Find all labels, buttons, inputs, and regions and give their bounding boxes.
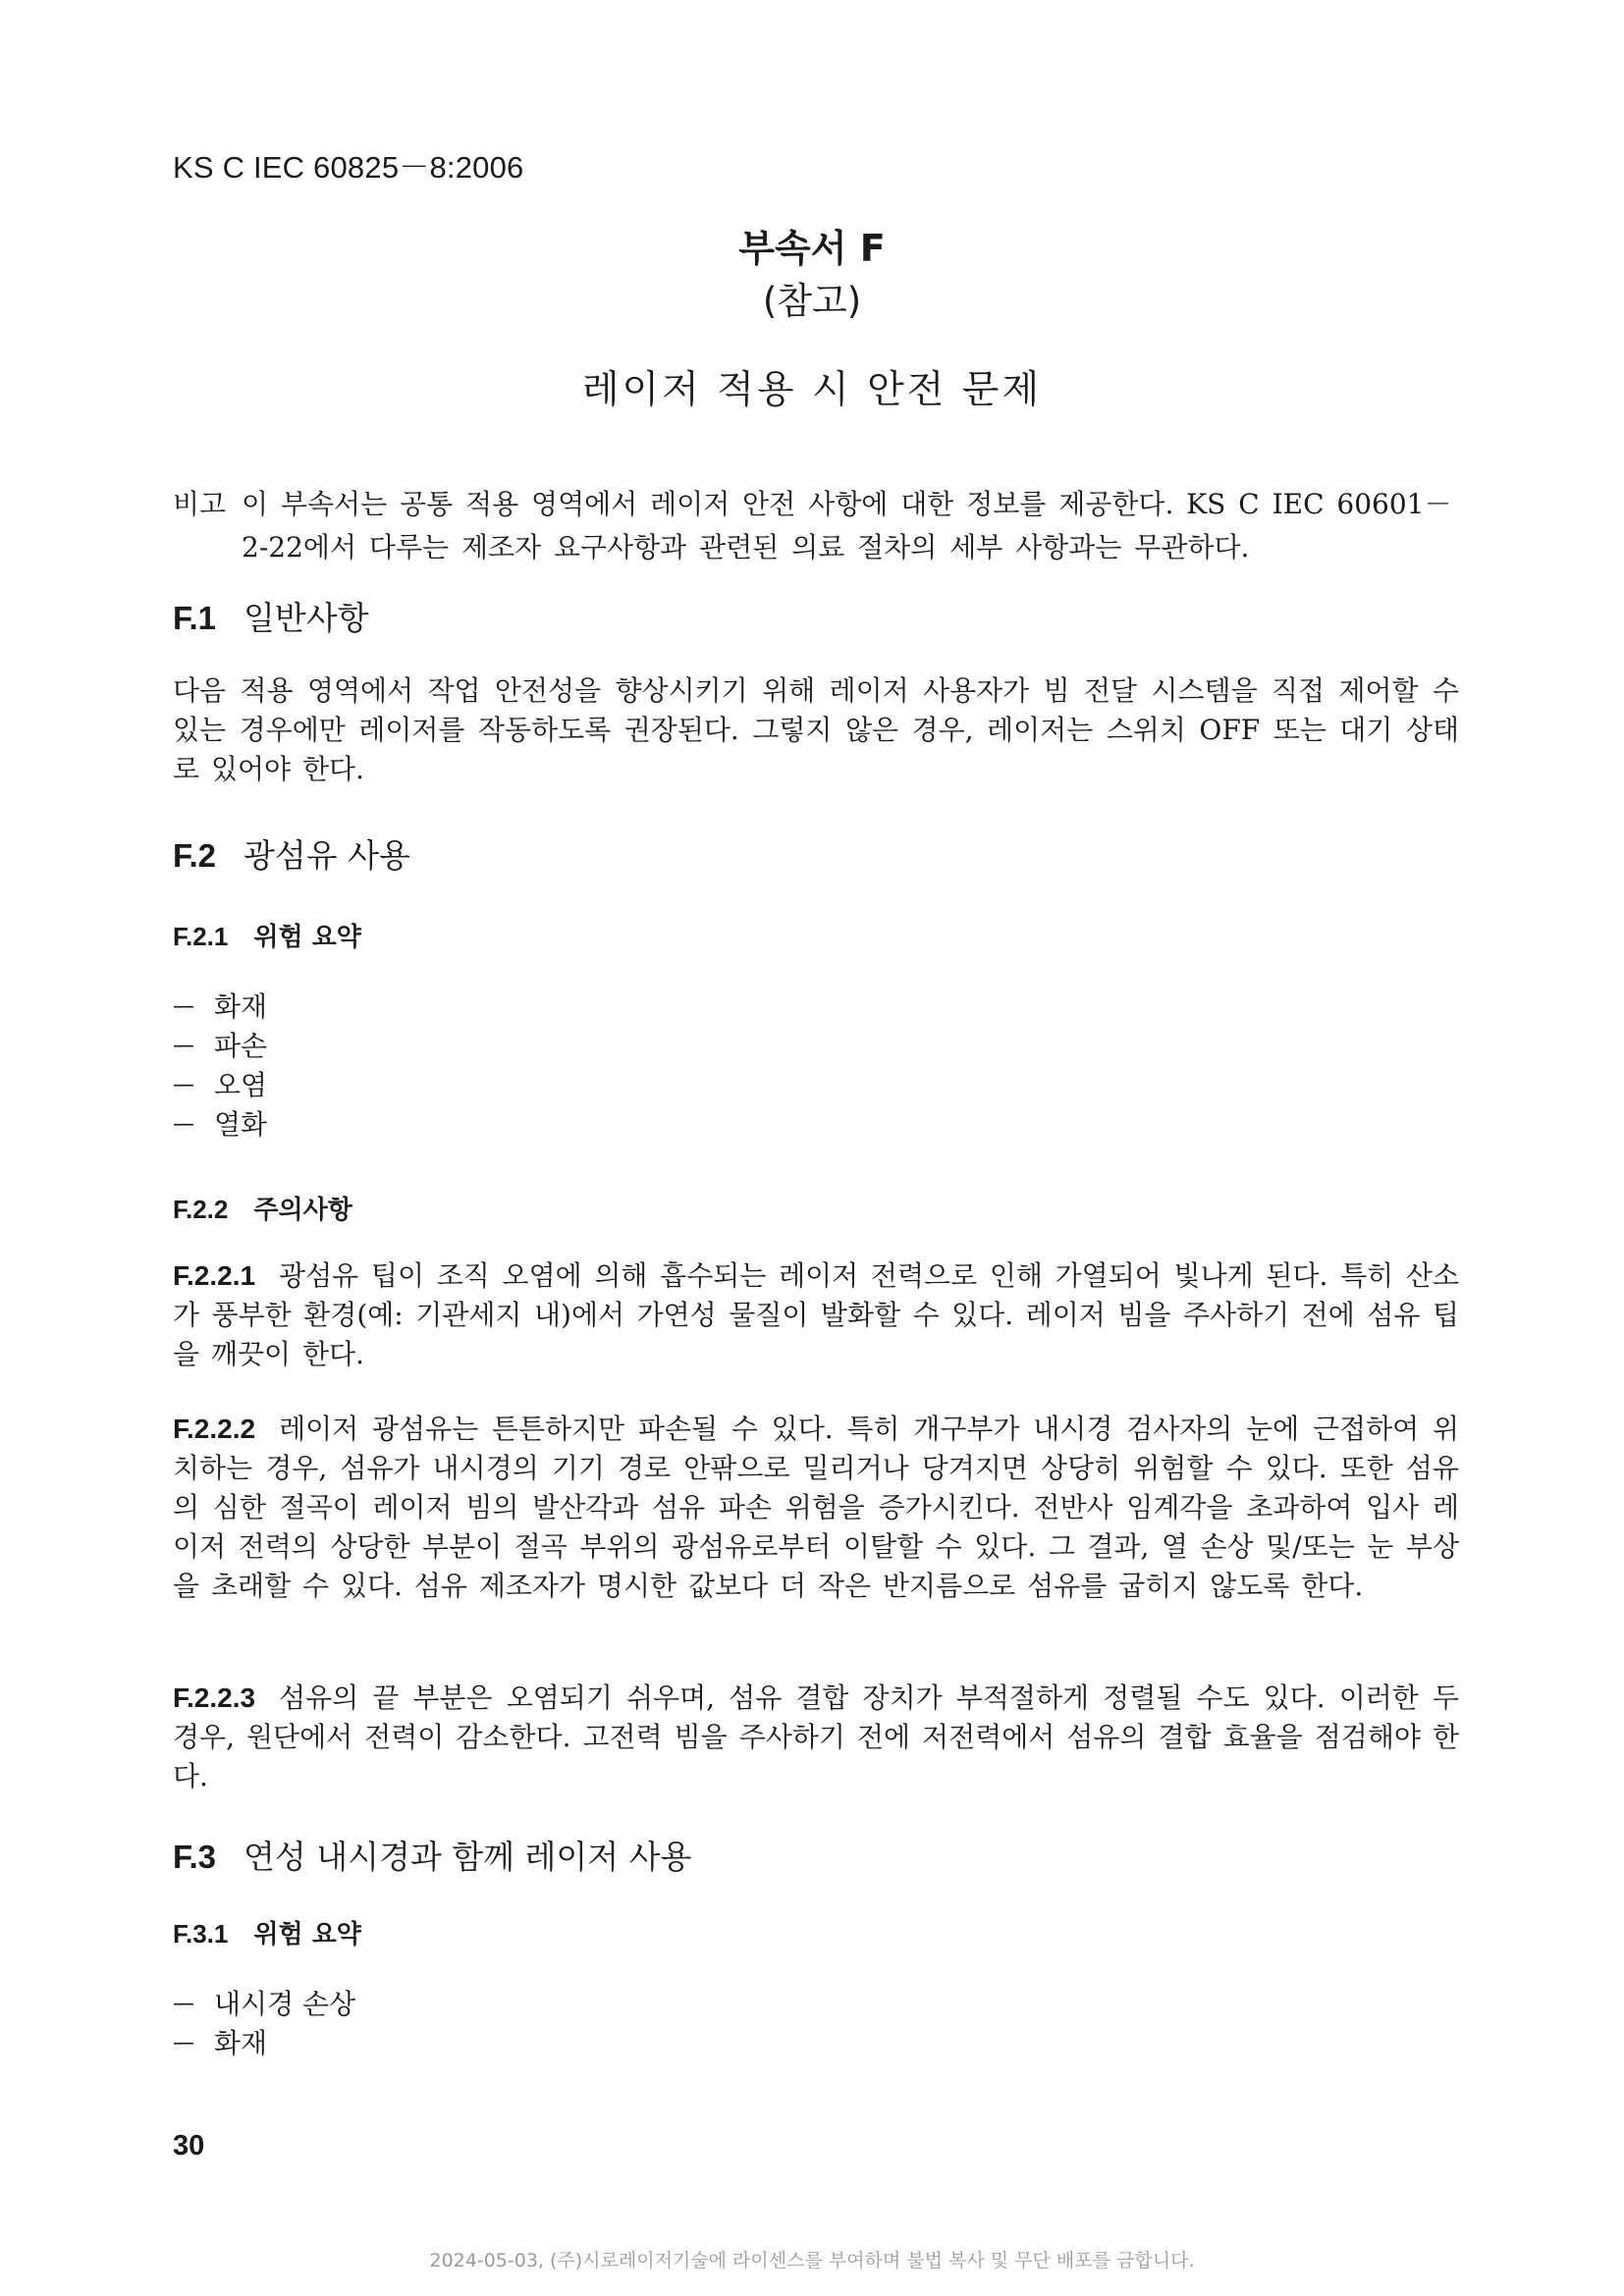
subsection-heading-f22 [173,1190,352,1226]
note-text [242,483,1459,569]
document-code: KS C IEC 60825－8:2006 [173,150,524,185]
subsection-title: 위험 요약 [253,1920,361,1949]
section-number: F.3 [173,1839,217,1875]
subsection-heading-f21 [173,917,361,953]
subsection-title: 주의사항 [253,1196,352,1225]
section-heading-f1 [173,593,369,639]
paragraph-number: F.2.2.3 [173,1682,256,1713]
subsection-title: 위험 요약 [253,923,361,952]
section-number: F.1 [173,600,217,636]
annex-label: 부속서 F [738,227,886,270]
annex-title: 레이저 적용 시 안전 문제 [581,368,1043,412]
paragraph-text: 레이저 광섬유는 튼튼하지만 파손될 수 있다. 특히 개구부가 내시경 검사자의 눈에 근접하여 위치하는 경우, 섬유가 내시경의 기기 경로 안팎으로 밀리거나 당겨지면 상당히 위험할 수 있다. 또한 섬유의 심한 절곡이 레이저 빔의 발산각과 섬유 파손 위험을 증가시킨다. 전반사 임계각을 초과하여 입사 레이저 전력의 상당한 부분이 절곡 부위의 광섬유로부터 이탈할 수 있다. 그 결과, 열 손상 및/또는 눈 부상을 초래할 수 있다. 섬유 제조자가 명시한 값보다 더 작은 반지름으로 섬유를 굽히지 않도록 한다. [173,1413,1459,1602]
list-item: — 열화 [173,1105,267,1145]
paragraph-number: F.2.2.1 [173,1260,256,1291]
annex-type: (참고) [762,280,862,322]
subsection-number: F.3.1 [173,1919,229,1949]
subsection-number: F.2.2 [173,1195,229,1224]
paragraph-f223 [173,1679,1459,1796]
subsection-heading-f31 [173,1914,361,1950]
list-item: — 화재 [173,2024,355,2063]
note-line-1: 이 부속서는 공통 적용 영역에서 레이저 안전 사항에 대한 정보를 제공한다. KS C IEC 60601－ [242,488,1452,520]
subsection-number: F.2.1 [173,922,229,951]
hazard-list-f21 [173,988,267,1145]
paragraph-number: F.2.2.2 [173,1414,256,1444]
paragraph-text: 섬유의 끝 부분은 오염되기 쉬우며, 섬유 결합 장치가 부적절하게 정렬될 수도 있다. 이러한 두 경우, 원단에서 전력이 감소한다. 고전력 빔을 주사하기 전에 저전력에서 섬유의 결합 효율을 점검해야 한다. [173,1682,1459,1792]
license-notice: 2024-05-03, (주)시로레이저기술에 라이센스를 부여하며 불법 복사 및 무단 배포를 금합니다. [429,2250,1195,2271]
section-heading-f2 [173,830,410,877]
list-item: — 파손 [173,1027,267,1066]
section-heading-f3 [173,1832,691,1878]
note-label: 비고 [173,488,227,520]
note-line-2: 2-22에서 다루는 제조자 요구사항과 관련된 의료 절차의 세부 사항과는 무관하다. [242,531,1250,563]
paragraph-text: 광섬유 팁이 조직 오염에 의해 흡수되는 레이저 전력으로 인해 가열되어 빛나게 된다. 특히 산소가 풍부한 환경(예: 기관세지 내)에서 가연성 물질이 발화할 수 있다. 레이저 빔을 주사하기 전에 섬유 팁을 깨끗이 한다. [173,1259,1459,1370]
list-item: — 오염 [173,1066,267,1105]
list-item: — 내시경 손상 [173,1985,355,2024]
section-title: 광섬유 사용 [244,836,410,875]
section-title: 연성 내시경과 함께 레이저 사용 [244,1838,692,1876]
section-title: 일반사항 [244,599,369,637]
paragraph-f1: 다음 적용 영역에서 작업 안전성을 향상시키기 위해 레이저 사용자가 빔 전달 시스템을 직접 제어할 수 있는 경우에만 레이저를 작동하도록 권장된다. 그렇지 않은 경우, 레이저는 스위치 OFF 또는 대기 상태로 있어야 한다. [173,674,1459,785]
section-number: F.2 [173,837,217,874]
paragraph-f221 [173,1256,1459,1374]
list-item: — 화재 [173,988,267,1027]
paragraph-f222 [173,1410,1459,1606]
note-block [173,483,1459,569]
hazard-list-f31 [173,1985,355,2063]
page-number: 30 [173,2130,205,2162]
